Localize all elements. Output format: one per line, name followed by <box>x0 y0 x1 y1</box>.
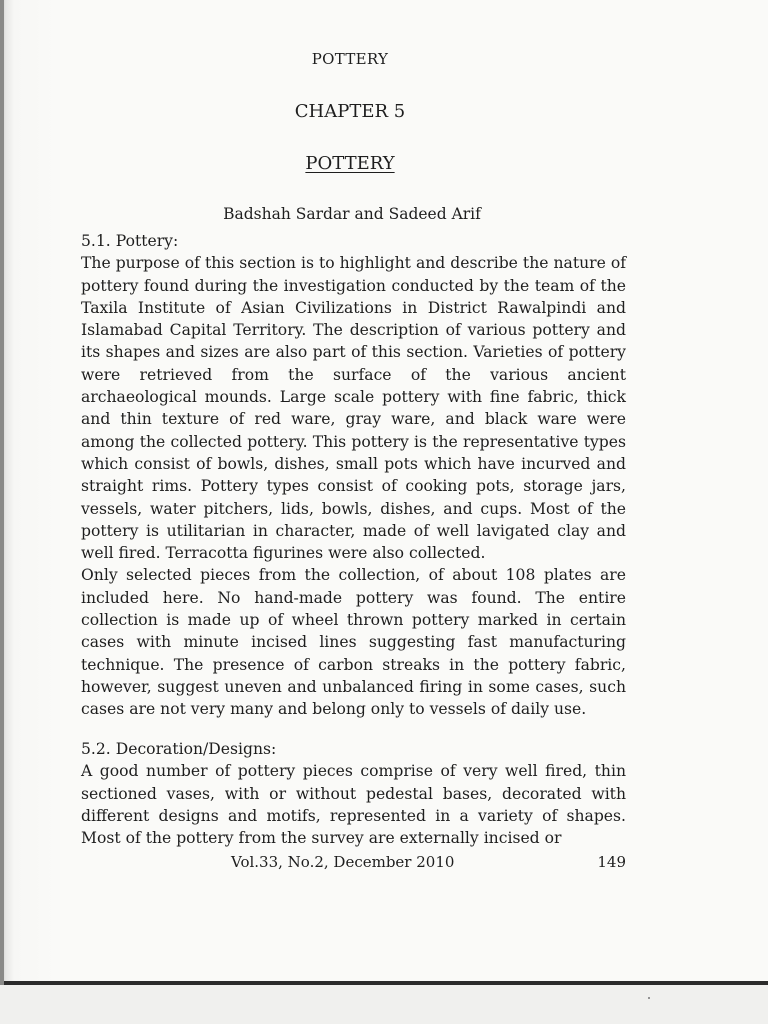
author-line: Badshah Sardar and Sadeed Arif <box>223 205 481 223</box>
paragraph: The purpose of this section is to highlight and describe the nature of pottery found during the investigation conducted by the team of the Taxila Institute of Asian Civilizations in District Rawalpindi and Islamabad Capital Territory. The description of various pottery and its shapes and sizes are also part of this section. Varieties of pottery were retrieved from the surface of the various ancient archaeological mounds. Large scale pottery with fine fabric, thick and thin texture of red ware, gray ware, and black ware were among the collected pottery. This pottery is the representative types which consist of bowls, dishes, small pots which have incurved and straight rims. Pottery types consist of cooking pots, storage jars, vessels, water pitchers, lids, bowls, dishes, and cups. Most of the pottery is utilitarian in character, made of well lavigated clay and well fired. Terracotta figurines were also collected. <box>81 254 626 563</box>
running-head: POTTERY <box>311 50 389 68</box>
paragraph: A good number of pottery pieces comprise of very well fired, thin sectioned vases, with or without pedestal bases, decorated with different designs and motifs, represented in a variety of shapes. Most of the pottery from the survey are externally incised or <box>81 762 626 848</box>
paragraph: Only selected pieces from the collection, of about 108 plates are included here. No hand-made pottery was found. The entire collection is made up of wheel thrown pottery marked in certain cases with minute incised lines suggesting fast manufacturing technique. The presence of carbon streaks in the pottery fabric, however, suggest uneven and unbalanced firing in some cases, such cases are not very many and belong only to vessels of daily use. <box>81 566 626 719</box>
journal-citation: Vol.33, No.2, December 2010 <box>231 853 455 871</box>
page-number: 149 <box>597 853 626 871</box>
book-spine-shadow <box>0 0 4 985</box>
section-heading: 5.1. Pottery: <box>81 232 179 250</box>
section-heading: 5.2. Decoration/Designs: <box>81 740 277 758</box>
section-pottery <box>81 230 626 721</box>
scan-speck <box>648 997 650 999</box>
chapter-title-text: POTTERY <box>305 153 395 174</box>
scan-background <box>0 985 768 1024</box>
chapter-title <box>0 153 700 174</box>
chapter-number: CHAPTER 5 <box>294 101 406 122</box>
section-decoration-designs <box>81 738 626 849</box>
